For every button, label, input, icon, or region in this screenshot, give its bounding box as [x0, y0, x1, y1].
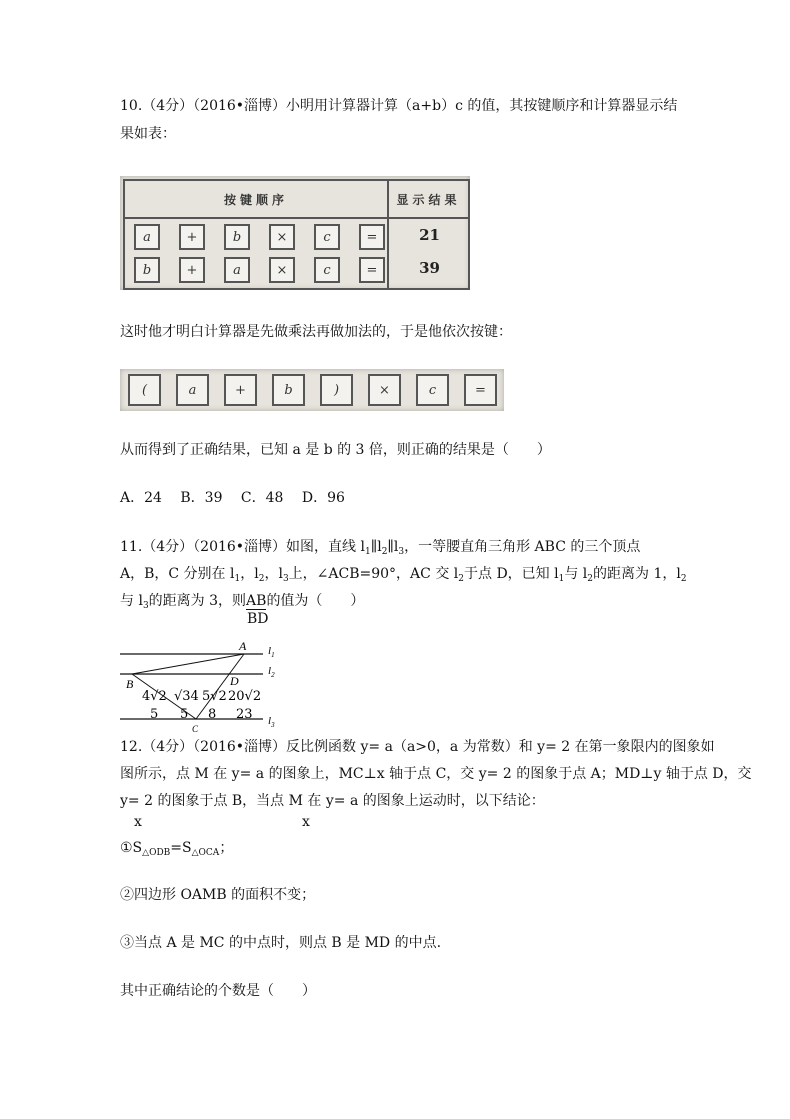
- key-times: ×: [269, 257, 295, 283]
- option-a-numerator: 4√2: [142, 689, 167, 704]
- q11-fraction-denominator: BD: [247, 611, 269, 627]
- q12-fraction-denominator-1: x: [134, 814, 142, 830]
- q12-text-line3: y= 2 的图象于点 B，当点 M 在 y= a 的图象上运动时，以下结论：: [120, 793, 545, 809]
- key-sequence-strip-photo: [120, 369, 504, 411]
- label-C: C: [192, 724, 199, 734]
- key-b: b: [134, 257, 160, 283]
- key-equals: =: [359, 257, 385, 283]
- option-c-numerator: 5√2: [202, 689, 227, 704]
- q10-text-line3: 这时他才明白计算器是先做乘法再做加法的，于是他依次按键：: [120, 324, 512, 340]
- key-c: c: [314, 224, 340, 250]
- table-row-1: [125, 220, 468, 254]
- q12-conclusion-1: $①S_{\triangle ODB}=S_{\triangle OCA}$；: [120, 840, 234, 858]
- option-b-denominator: 5: [180, 707, 189, 722]
- q10-text-line2: 果如表：: [120, 126, 176, 142]
- label-l1: $l_1$: [268, 645, 275, 659]
- q12-text-line1: 12.（4分）（2016•淄博）反比例函数 y= a（a>0，a 为常数）和 y= 2 在第一象限内的图象如: [120, 739, 715, 755]
- q12-final-question: 其中正确结论的个数是（ ）: [120, 983, 316, 999]
- key-equals: =: [359, 224, 385, 250]
- key-times: ×: [269, 224, 295, 250]
- table-header-keys: 按键顺序: [125, 181, 387, 219]
- label-B: B: [126, 677, 134, 691]
- q11-text-line3: 与 $l_3$的距离为 3，则AB的值为（ ）: [120, 593, 365, 611]
- side-AB: [132, 654, 244, 674]
- label-A: A: [239, 639, 247, 653]
- key-plus: +: [224, 374, 257, 406]
- option-b-numerator: √34: [174, 689, 199, 704]
- q10-text-line4: 从而得到了正确结果，已知 a 是 b 的 3 倍，则正确的结果是（ ）: [120, 442, 551, 458]
- key-close-paren: ): [320, 374, 353, 406]
- option-a-denominator: 5: [150, 707, 159, 722]
- result-cell-2: 39: [419, 259, 440, 277]
- table-header-result: 显示结果: [389, 181, 468, 219]
- q11-text-line1: 11.（4分）（2016•淄博）如图，直线 $l_1\parallel l_2\parallel l_3$，一等腰直角三角形 ABC 的三个顶点: [120, 539, 641, 557]
- option-c-denominator: 8: [208, 707, 217, 722]
- parallel-lines-triangle-figure: [118, 636, 298, 736]
- q11-text-line2: A，B，C 分别在 $l_1$，$l_2$，$l_3$上，∠ACB=90°，AC 交 $l_2$于点 D，已知 $l_1$与 $l_2$的距离为 1，$l_2$: [120, 566, 687, 584]
- label-l3: $l_3$: [268, 715, 275, 729]
- key-c: c: [314, 257, 340, 283]
- key-c: c: [416, 374, 449, 406]
- key-sequence-table-photo: [120, 176, 470, 290]
- key-a: a: [224, 257, 250, 283]
- key-a: a: [176, 374, 209, 406]
- q12-conclusion-2: ②四边形 OAMB 的面积不变；: [120, 887, 316, 903]
- key-plus: +: [179, 257, 205, 283]
- q10-text-line1: 10.（4分）（2016•淄博）小明用计算器计算（a+b）c 的值，其按键顺序和计算器显示结: [120, 98, 678, 114]
- option-d-denominator: 23: [236, 707, 253, 722]
- label-D: D: [230, 674, 239, 688]
- q12-fraction-denominator-2: x: [302, 814, 310, 830]
- key-b: b: [272, 374, 305, 406]
- key-a: a: [134, 224, 160, 250]
- q12-text-line2: 图所示，点 M 在 y= a 的图象上，MC⊥x 轴于点 C，交 y= 2 的图象于点 A；MD⊥y 轴于点 D，交: [120, 766, 752, 782]
- table-row-2: [125, 253, 468, 287]
- key-b: b: [224, 224, 250, 250]
- q10-options: A．24 B．39 C．48 D．96: [120, 490, 345, 506]
- result-cell-1: 21: [419, 226, 440, 244]
- key-plus: +: [179, 224, 205, 250]
- q12-conclusion-3: ③当点 A 是 MC 的中点时，则点 B 是 MD 的中点.: [120, 935, 442, 951]
- key-equals: =: [464, 374, 497, 406]
- key-times: ×: [368, 374, 401, 406]
- label-l2: $l_2$: [268, 665, 275, 679]
- option-d-numerator: 20√2: [228, 689, 262, 704]
- key-open-paren: (: [128, 374, 161, 406]
